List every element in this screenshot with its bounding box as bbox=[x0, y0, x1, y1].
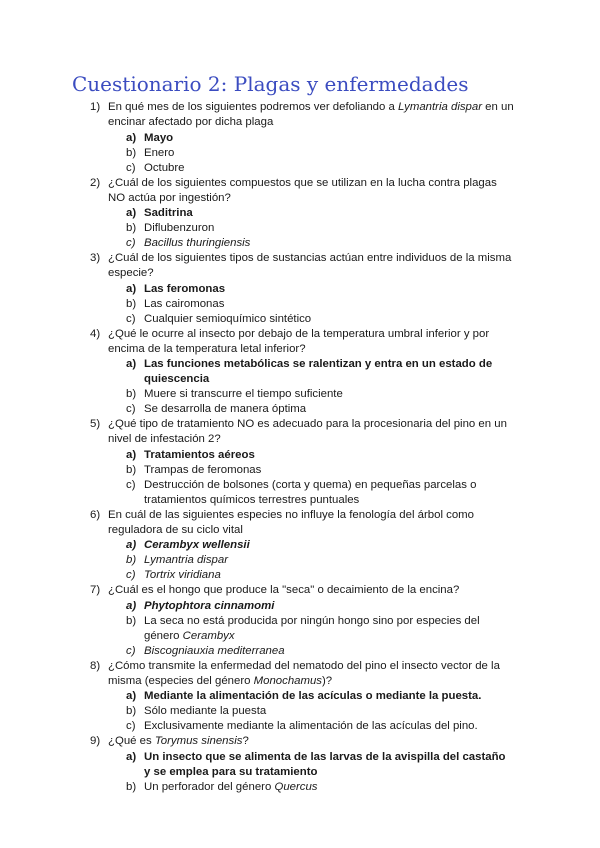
option-text: Las funciones metabólicas se ralentizan y entra en un estado de quiescencia bbox=[144, 358, 493, 385]
question-text-part: En qué mes de los siguientes podremos ver defoliando a bbox=[108, 101, 399, 113]
option-c bbox=[108, 312, 514, 327]
option-b bbox=[108, 387, 514, 402]
question-3 bbox=[0, 251, 600, 327]
question-9 bbox=[0, 734, 600, 795]
option-a bbox=[108, 206, 514, 221]
question-5 bbox=[0, 417, 600, 508]
option-text-italic: Quercus bbox=[274, 780, 318, 793]
question-6 bbox=[0, 508, 600, 584]
question-text bbox=[108, 734, 514, 749]
question-4 bbox=[0, 327, 600, 418]
option-text: Diflubenzuron bbox=[144, 222, 215, 234]
question-1 bbox=[0, 100, 600, 176]
question-text: ¿Cuál de los siguientes tipos de sustancias actúan entre individuos de la misma especie? bbox=[108, 252, 512, 279]
question-number: 3) bbox=[90, 252, 101, 264]
option-a bbox=[108, 357, 514, 387]
option-text: Tratamientos aéreos bbox=[144, 448, 255, 461]
question-number: 2) bbox=[90, 176, 101, 189]
option-text: Saditrina bbox=[144, 207, 193, 219]
option-text: Bacillus thuringiensis bbox=[144, 237, 251, 249]
option-letter: c) bbox=[126, 161, 136, 174]
option-text: Cualquier semioquímico sintético bbox=[144, 312, 312, 325]
option-b bbox=[108, 297, 514, 312]
question-number: 8) bbox=[90, 659, 101, 672]
option-text: La seca no está producida por ningún hongo sino por especies del género bbox=[144, 614, 480, 642]
option-letter: b) bbox=[126, 297, 137, 310]
options-list bbox=[108, 689, 514, 734]
option-letter: c) bbox=[126, 403, 136, 415]
option-a bbox=[108, 750, 514, 780]
question-text: ¿Qué le ocurre al insecto por debajo de la temperatura umbral inferior y por encima de la temperatura letal inferior? bbox=[108, 327, 490, 355]
option-c bbox=[108, 478, 514, 508]
option-c bbox=[108, 402, 514, 417]
question-text-italic: Torymus sinensis bbox=[154, 735, 243, 747]
option-text: Lymantria dispar bbox=[144, 554, 228, 566]
question-text-part: ¿Cómo transmite la enfermedad del nematodo del pino el insecto vector de la misma (especies del género bbox=[108, 659, 500, 687]
option-letter: a) bbox=[126, 599, 137, 612]
option-a bbox=[108, 538, 514, 553]
document-title: Cuestionario 2: Plagas y enfermedades bbox=[72, 72, 469, 96]
option-letter: b) bbox=[126, 388, 137, 400]
question-text bbox=[108, 100, 514, 130]
option-text: Enero bbox=[144, 146, 175, 159]
question-text: ¿Cuál de los siguientes compuestos que se utilizan en la lucha contra plagas NO actúa por ingestión? bbox=[108, 176, 497, 204]
option-letter: b) bbox=[126, 554, 137, 566]
question-text-italic: Lymantria dispar bbox=[398, 101, 483, 113]
question-text: ¿Cuál es el hongo que produce la "seca" o decaimiento de la encina? bbox=[108, 584, 460, 596]
option-a bbox=[108, 599, 514, 614]
question-text: En cuál de las siguientes especies no influye la fenología del árbol como reguladora de su ciclo vital bbox=[108, 508, 474, 536]
option-letter: c) bbox=[126, 478, 136, 491]
option-c bbox=[108, 644, 514, 659]
option-letter: a) bbox=[126, 282, 137, 295]
option-text: Un perforador del género bbox=[144, 780, 275, 793]
option-text: Biscogniauxia mediterranea bbox=[144, 644, 285, 657]
option-letter: a) bbox=[126, 690, 137, 702]
option-letter: b) bbox=[126, 222, 137, 234]
option-b bbox=[108, 221, 514, 236]
options-list bbox=[108, 131, 514, 176]
options-list bbox=[108, 599, 514, 659]
option-text: Mediante la alimentación de las acículas o mediante la puesta. bbox=[144, 690, 482, 702]
option-text: Destrucción de bolsones (corta y quema) en pequeñas parcelas o tratamientos químicos terrestres puntuales bbox=[144, 478, 477, 506]
question-number: 7) bbox=[90, 584, 101, 596]
question-number: 1) bbox=[90, 101, 101, 113]
option-letter: a) bbox=[126, 750, 137, 763]
option-text-italic: Cerambyx bbox=[182, 629, 235, 642]
option-text: Mayo bbox=[144, 131, 174, 144]
option-text: Las feromonas bbox=[144, 282, 226, 295]
option-letter: a) bbox=[126, 358, 137, 370]
option-b bbox=[108, 146, 514, 161]
options-list bbox=[108, 538, 514, 583]
option-text: Muere si transcurre el tiempo suficiente bbox=[144, 388, 343, 400]
option-b bbox=[108, 704, 514, 719]
option-c bbox=[108, 236, 514, 251]
question-text-part: ? bbox=[242, 735, 249, 747]
question-text-part: ¿Qué es bbox=[108, 735, 155, 747]
option-b bbox=[108, 614, 514, 644]
option-a bbox=[108, 689, 514, 704]
question-8 bbox=[0, 659, 600, 735]
option-text: Las cairomonas bbox=[144, 297, 225, 310]
option-text: Tortrix viridiana bbox=[144, 569, 221, 581]
question-text-part: en un encinar afectado por dicha plaga bbox=[108, 101, 514, 128]
question-text bbox=[108, 659, 514, 689]
option-text: Un insecto que se alimenta de las larvas de la avispilla del castaño y se emplea para su tratamiento bbox=[144, 750, 506, 778]
option-b bbox=[108, 780, 514, 795]
option-text: Phytophtora cinnamomi bbox=[144, 599, 275, 612]
option-letter: b) bbox=[126, 780, 137, 793]
option-text: Sólo mediante la puesta bbox=[144, 705, 267, 717]
options-list bbox=[108, 448, 514, 508]
option-letter: a) bbox=[126, 207, 137, 219]
option-c bbox=[108, 161, 514, 176]
question-text-italic: Monochamus bbox=[253, 674, 323, 687]
option-a bbox=[108, 282, 514, 297]
option-text: Exclusivamente mediante la alimentación de las acículas del pino. bbox=[144, 720, 478, 732]
option-letter: b) bbox=[126, 146, 137, 159]
option-letter: c) bbox=[126, 644, 136, 657]
question-7 bbox=[0, 583, 600, 659]
question-2 bbox=[0, 176, 600, 252]
option-c bbox=[108, 568, 514, 583]
option-letter: b) bbox=[126, 614, 137, 627]
question-number: 5) bbox=[90, 418, 101, 430]
option-b bbox=[108, 463, 514, 478]
option-b bbox=[108, 553, 514, 568]
option-text: Cerambyx wellensii bbox=[144, 539, 250, 551]
option-letter: c) bbox=[126, 720, 136, 732]
question-text: ¿Qué tipo de tratamiento NO es adecuado para la procesionaria del pino en un nivel de infestación 2? bbox=[108, 418, 507, 445]
option-letter: a) bbox=[126, 448, 137, 461]
question-list bbox=[0, 100, 600, 795]
option-letter: c) bbox=[126, 312, 136, 325]
option-letter: c) bbox=[126, 569, 136, 581]
option-letter: b) bbox=[126, 705, 137, 717]
option-a bbox=[108, 131, 514, 146]
options-list bbox=[108, 357, 514, 417]
options-list bbox=[108, 282, 514, 327]
option-a bbox=[108, 448, 514, 463]
question-number: 9) bbox=[90, 735, 101, 747]
question-number: 6) bbox=[90, 508, 101, 521]
option-letter: a) bbox=[126, 539, 137, 551]
option-letter: b) bbox=[126, 463, 137, 476]
option-letter: c) bbox=[126, 237, 136, 249]
question-number: 4) bbox=[90, 327, 101, 340]
options-list bbox=[108, 750, 514, 795]
question-text-part: )? bbox=[322, 674, 333, 687]
option-text: Octubre bbox=[144, 161, 185, 174]
option-letter: a) bbox=[126, 131, 137, 144]
options-list bbox=[108, 206, 514, 251]
option-text: Se desarrolla de manera óptima bbox=[144, 403, 307, 415]
option-c bbox=[108, 719, 514, 734]
option-text: Trampas de feromonas bbox=[144, 463, 262, 476]
